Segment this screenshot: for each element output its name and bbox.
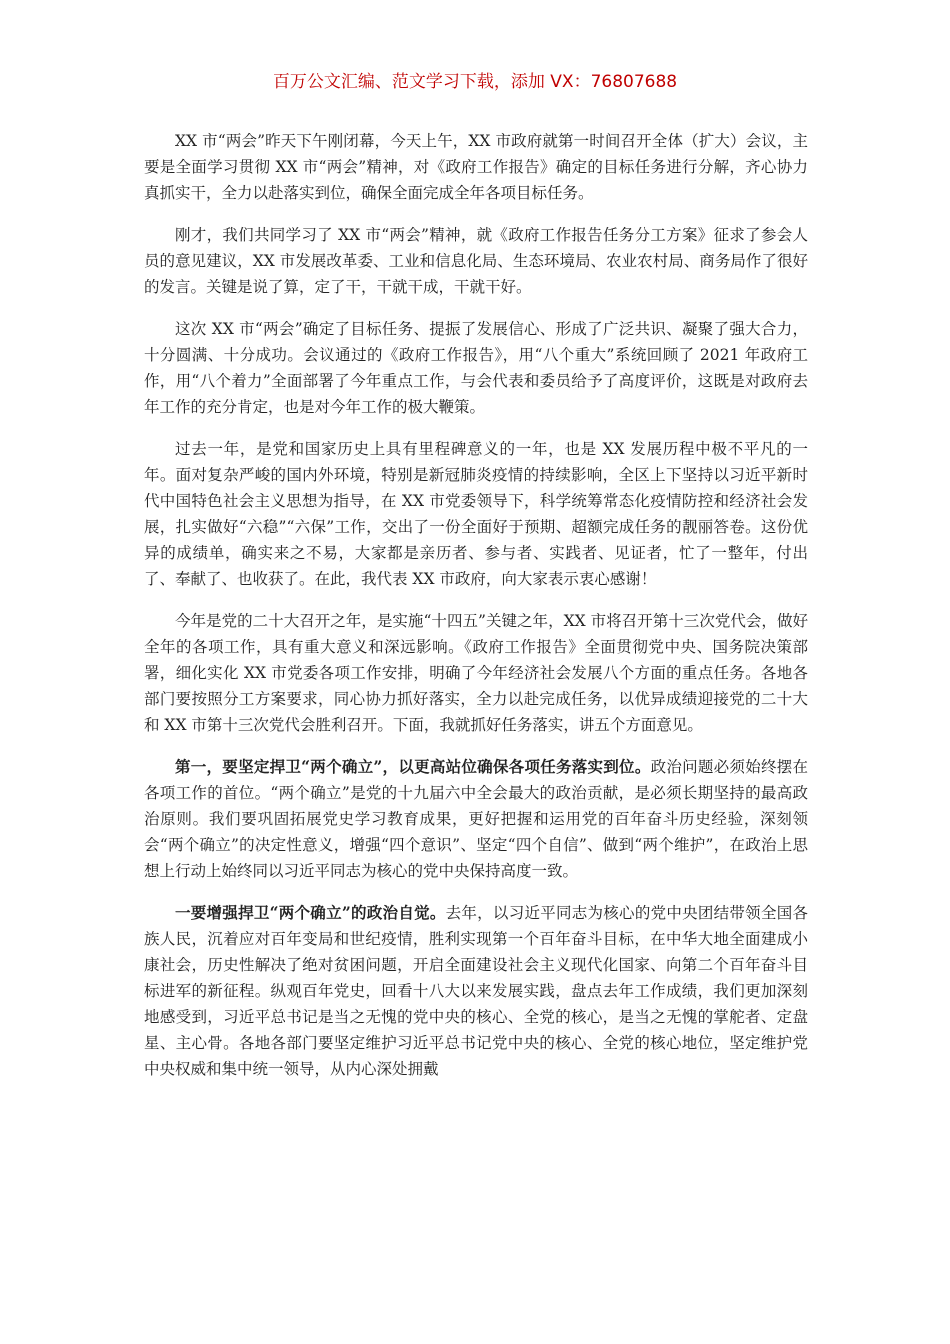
paragraph-text: XX 市“两会”昨天下午刚闭幕，今天上午，XX 市政府就第一时间召开全体（扩大）会议，主要是全面学习贯彻 XX 市“两会”精神，对《政府工作报告》确定的目标任务进行分解，齐心协力真抓实干，全力以赴落实到位，确保全面完成全年各项目标任务。 (144, 132, 808, 202)
paragraph-1 (144, 128, 808, 206)
paragraph-7 (144, 900, 808, 1082)
paragraph-3 (144, 316, 808, 420)
paragraph-text: 过去一年，是党和国家历史上具有里程碑意义的一年，也是 XX 发展历程中极不平凡的一年。面对复杂严峻的国内外环境，特别是新冠肺炎疫情的持续影响，全区上下坚持以习近平新时代中国特色社会主义思想为指导，在 XX 市党委领导下，科学统筹常态化疫情防控和经济社会发展，扎实做好“六稳”“六保”工作，交出了一份全面好于预期、超额完成任务的靓丽答卷。这份优异的成绩单，确实来之不易，大家都是亲历者、参与者、实践者、见证者，忙了一整年，付出了、奉献了、也收获了。在此，我代表 XX 市政府，向大家表示衷心感谢！ (144, 440, 808, 588)
paragraph-2 (144, 222, 808, 300)
paragraph-text: 去年，以习近平同志为核心的党中央团结带领全国各族人民，沉着应对百年变局和世纪疫情，胜利实现第一个百年奋斗目标，在中华大地全面建成小康社会，历史性解决了绝对贫困问题，开启全面建设社会主义现代化国家、向第二个百年奋斗目标进军的新征程。纵观百年党史，回看十八大以来发展实践，盘点去年工作成绩，我们更加深刻地感受到，习近平总书记是当之无愧的党中央的核心、全党的核心，是当之无愧的掌舵者、定盘星、主心骨。各地各部门要坚定维护习近平总书记党中央的核心、全党的核心地位，坚定维护党中央权威和集中统一领导，从内心深处拥戴 (144, 904, 808, 1078)
paragraph-text: 政治问题必须始终摆在各项工作的首位。“两个确立”是党的十九届六中全会最大的政治贡献，是必须长期坚持的最高政治原则。我们要巩固拓展党史学习教育成果，更好把握和运用党的百年奋斗历史经验，深刻领会“两个确立”的决定性意义，增强“四个意识”、坚定“四个自信”、做到“两个维护”，在政治上思想上行动上始终同以习近平同志为核心的党中央保持高度一致。 (144, 758, 808, 880)
paragraph-lead: 第一，要坚定捍卫“两个确立”，以更高站位确保各项任务落实到位。 (175, 757, 651, 776)
document-body (144, 128, 808, 1098)
paragraph-6 (144, 754, 808, 884)
paragraph-text: 今年是党的二十大召开之年，是实施“十四五”关键之年，XX 市将召开第十三次党代会，做好全年的各项工作，具有重大意义和深远影响。《政府工作报告》全面贯彻党中央、国务院决策部署，细化实化 XX 市党委各项工作安排，明确了今年经济社会发展八个方面的重点任务。各地各部门要按照分工方案要求，同心协力抓好落实，全力以赴完成任务，以优异成绩迎接党的二十大和 XX 市第十三次党代会胜利召开。下面，我就抓好任务落实，讲五个方面意见。 (144, 612, 808, 734)
promo-header: 百万公文汇编、范文学习下载，添加 VX：76807688 (272, 72, 678, 92)
paragraph-text: 这次 XX 市“两会”确定了目标任务、提振了发展信心、形成了广泛共识、凝聚了强大合力，十分圆满、十分成功。会议通过的《政府工作报告》，用“八个重大”系统回顾了 2021 年政府工作，用“八个着力”全面部署了今年重点工作，与会代表和委员给予了高度评价，这既是对政府去年工作的充分肯定，也是对今年工作的极大鞭策。 (144, 320, 808, 416)
paragraph-text: 刚才，我们共同学习了 XX 市“两会”精神，就《政府工作报告任务分工方案》征求了参会人员的意见建议，XX 市发展改革委、工业和信息化局、生态环境局、农业农村局、商务局作了很好的发言。关键是说了算，定了干，干就干成，干就干好。 (144, 226, 808, 296)
paragraph-lead: 一要增强捍卫“两个确立”的政治自觉。 (175, 903, 446, 922)
paragraph-5 (144, 608, 808, 738)
paragraph-4 (144, 436, 808, 592)
